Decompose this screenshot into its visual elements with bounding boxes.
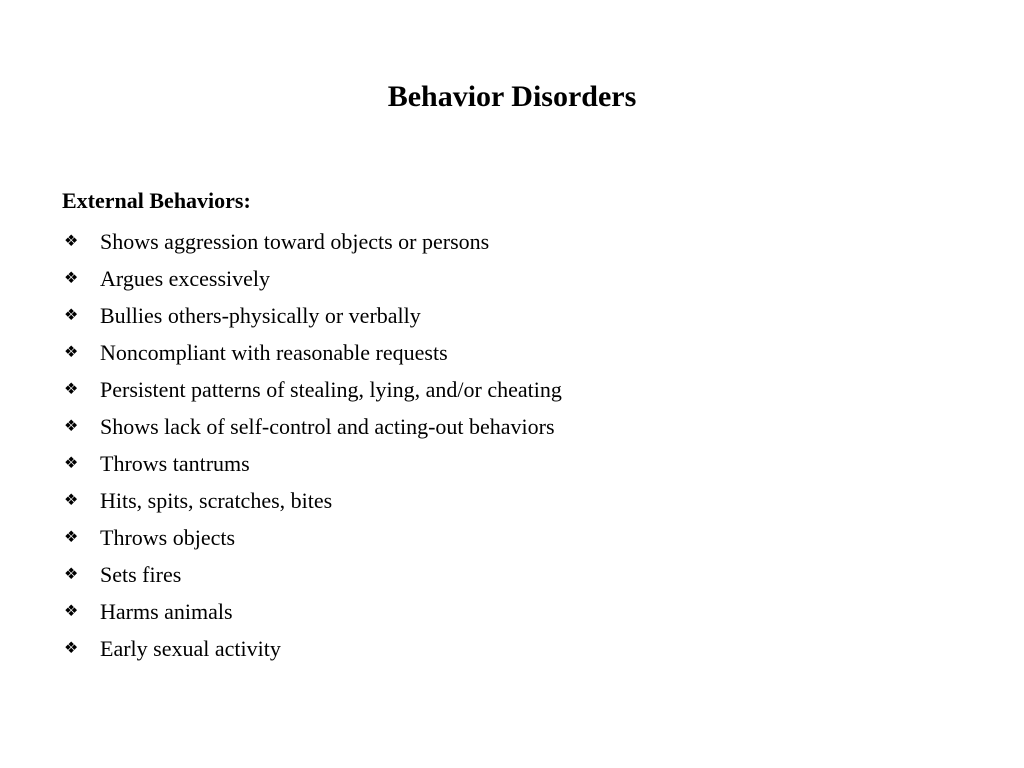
diamond-bullet-icon: ❖ [64,306,79,324]
diamond-bullet-icon: ❖ [64,565,79,583]
slide-title: Behavior Disorders [387,80,637,113]
bullet-text: Throws tantrums [100,450,250,476]
bullet-text: Early sexual activity [100,635,281,661]
list-item [62,593,562,630]
diamond-bullet-icon: ❖ [64,454,79,472]
diamond-bullet-icon: ❖ [64,602,79,620]
bullet-text: Shows lack of self-control and acting-out behaviors [100,413,555,439]
diamond-bullet-icon: ❖ [64,269,79,287]
list-item [62,408,562,445]
bullet-text: Persistent patterns of stealing, lying, and/or cheating [100,376,562,402]
list-item [62,630,562,667]
bullet-text: Harms animals [100,598,233,624]
list-item [62,371,562,408]
diamond-bullet-icon: ❖ [64,232,79,250]
list-item [62,297,562,334]
list-item [62,334,562,371]
bullet-text: Argues excessively [100,265,271,291]
list-item [62,556,562,593]
list-item [62,519,562,556]
list-item [62,482,562,519]
list-item [62,223,562,260]
bullet-text: Sets fires [100,561,182,587]
bullet-list [62,223,562,667]
bullet-text: Noncompliant with reasonable requests [100,339,448,365]
diamond-bullet-icon: ❖ [64,417,79,435]
list-item [62,445,562,482]
section-heading: External Behaviors: [62,188,251,213]
diamond-bullet-icon: ❖ [64,491,79,509]
diamond-bullet-icon: ❖ [64,343,79,361]
list-item [62,260,562,297]
diamond-bullet-icon: ❖ [64,528,79,546]
diamond-bullet-icon: ❖ [64,639,79,657]
bullet-text: Shows aggression toward objects or persons [100,228,490,254]
bullet-text: Bullies others-physically or verbally [100,302,421,328]
diamond-bullet-icon: ❖ [64,380,79,398]
bullet-text: Hits, spits, scratches, bites [100,487,333,513]
bullet-text: Throws objects [100,524,236,550]
